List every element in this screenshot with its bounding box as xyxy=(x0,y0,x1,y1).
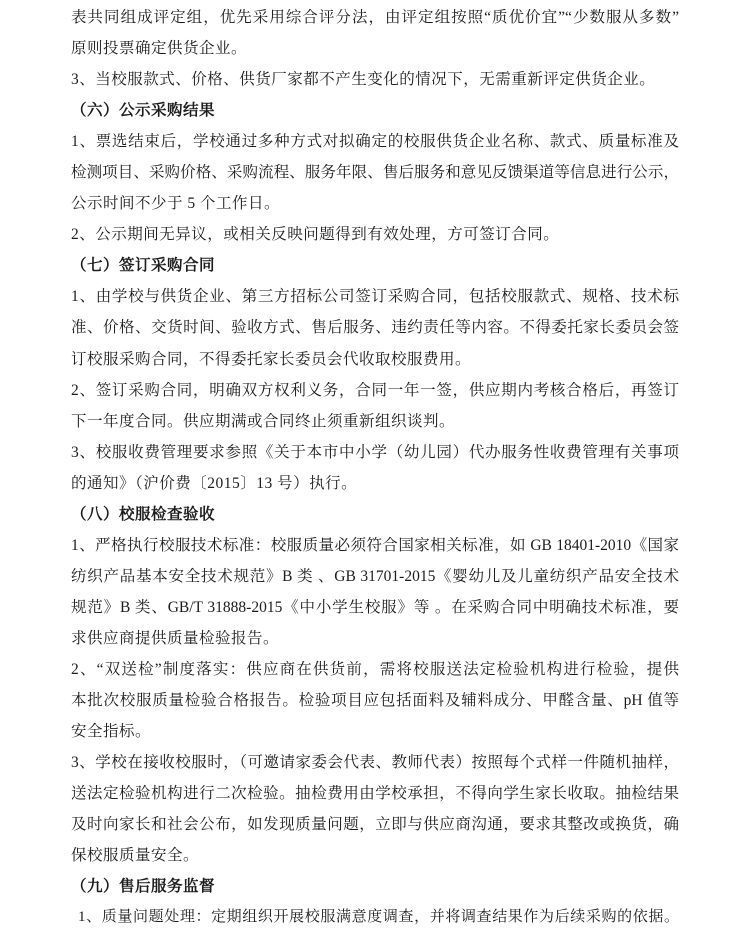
body-line: 3、当校服款式、价格、供货厂家都不产生变化的情况下，无需重新评定供货企业。 xyxy=(71,71,656,89)
section-heading: （八）校服检查验收 xyxy=(71,505,216,523)
section-heading: （九）售后服务监督 xyxy=(71,878,216,896)
body-line: 3、学校在接收校服时，（可邀请家委会代表、教师代表）按照每个式样一件随机抽样， xyxy=(71,754,679,772)
section-heading: （七）签订采购合同 xyxy=(71,257,216,275)
body-line: 2、公示期间无异议，或相关反映问题得到有效处理，方可签订合同。 xyxy=(71,226,560,244)
body-line: 公示时间不少于 5 个工作日。 xyxy=(71,195,281,213)
body-line: 1、严格执行校服技术标准：校服质量必须符合国家相关标准，如 GB 18401-2010《国家 xyxy=(71,536,679,554)
body-line: 检测项目、采购价格、采购流程、服务年限、售后服务和意见反馈渠道等信息进行公示， xyxy=(71,164,679,182)
body-line: 纺织产品基本安全技术规范》B 类 、GB 31701-2015《婴幼儿及儿童纺织产品安全技术 xyxy=(71,567,679,585)
body-line: 规范》B 类、GB/T 31888-2015《中小学生校服》等 。在采购合同中明确技术标准，要 xyxy=(71,598,679,616)
body-line: 下一年度合同。供应期满或合同终止须重新组织谈判。 xyxy=(71,412,456,430)
body-line: 求供应商提供质量检验报告。 xyxy=(71,629,280,647)
section-heading: （六）公示采购结果 xyxy=(71,102,216,120)
body-line: 保校服质量安全。 xyxy=(71,847,200,865)
body-line: 3、校服收费管理要求参照《关于本市中小学（幼儿园）代办服务性收费管理有关事项 xyxy=(71,443,679,461)
body-line: 安全指标。 xyxy=(71,723,152,741)
body-line: 1、由学校与供货企业、第三方招标公司签订采购合同，包括校服款式、规格、技术标 xyxy=(71,288,679,306)
body-line: 及时向家长和社会公布，如发现质量问题，立即与供应商沟通，要求其整改或换货，确 xyxy=(71,816,679,834)
body-line: 准、价格、交货时间、验收方式、售后服务、违约责任等内容。不得委托家长委员会签 xyxy=(71,319,679,337)
body-line: 原则投票确定供货企业。 xyxy=(71,40,248,58)
body-line: 送法定检验机构进行二次检验。抽检费用由学校承担，不得向学生家长收取。抽检结果 xyxy=(71,785,679,803)
body-line: 1、票选结束后，学校通过多种方式对拟确定的校服供货企业名称、款式、质量标准及 xyxy=(71,133,679,151)
body-line: 表共同组成评定组，优先采用综合评分法，由评定组按照“质优价宜”“少数服从多数” xyxy=(71,9,679,26)
body-line: 1、质量问题处理：定期组织开展校服满意度调查，并将调查结果作为后续采购的依据。 xyxy=(78,909,679,926)
body-line: 2、“双送检”制度落实：供应商在供货前，需将校服送法定检验机构进行检验，提供 xyxy=(71,660,679,678)
body-line: 本批次校服质量检验合格报告。检验项目应包括面料及辅料成分、甲醛含量、pH 值等 xyxy=(71,692,679,710)
body-line: 2、签订采购合同，明确双方权利义务，合同一年一签，供应期内考核合格后，再签订 xyxy=(71,381,679,399)
body-line: 订校服采购合同，不得委托家长委员会代收取校服费用。 xyxy=(71,350,472,368)
body-line: 的通知》（沪价费〔2015〕13 号）执行。 xyxy=(71,474,358,492)
